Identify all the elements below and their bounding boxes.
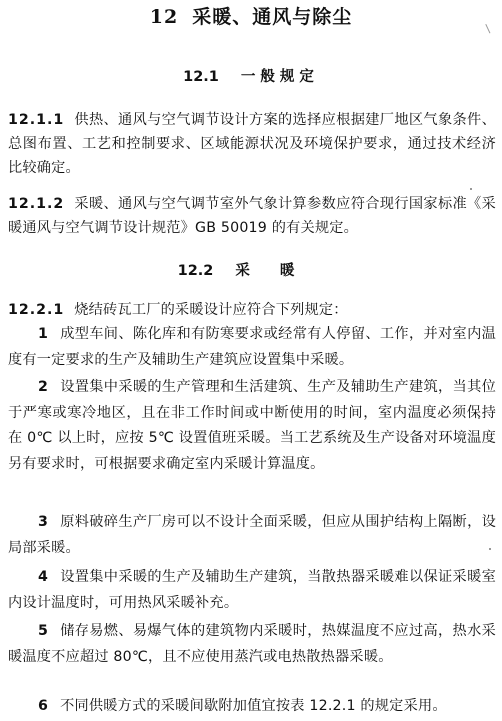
item-text: 成型车间、陈化库和有防寒要求或经常有人停留、工作，并对室内温度有一定要求的生产及辅助生产建筑应设置集中采暖。 [8, 326, 496, 368]
section-number: 12.2 [177, 263, 214, 279]
item-number: 2 [38, 379, 49, 395]
section-title-text: 采暖 [235, 263, 325, 279]
item-number: 3 [38, 514, 49, 530]
item-number: 6 [38, 698, 49, 714]
section-title [0, 67, 502, 87]
list-item [8, 565, 496, 616]
section-title-text: 一般规定 [240, 69, 319, 85]
item-text: 不同供暖方式的采暖间歇附加值宜按表 12.2.1 的规定采用。 [60, 698, 447, 714]
item-text: 设置集中采暖的生产管理和生活建筑、生产及辅助生产建筑，当其位于严寒或寒冷地区，且在非工作时间或中断使用的时间，室内温度必须保持在 0℃ 以上时，应按 5℃ 设置值班采暖。当工艺系统及生产设备对环境温度另有要求时，可根据要求确定室内采暖计算温度。 [8, 379, 496, 472]
clause-text: 供热、通风与空气调节设计方案的选择应根据建厂地区气象条件、总图布置、工艺和控制要求、区域能源状况及环境保护要求，通过技术经济比较确定。 [8, 112, 496, 176]
item-number: 4 [38, 569, 49, 585]
clause [8, 108, 496, 180]
list-item [8, 322, 496, 373]
scan-speck [470, 188, 472, 190]
section-title [0, 261, 502, 281]
item-number: 5 [38, 623, 49, 639]
clause-text: 烧结砖瓦工厂的采暖设计应符合下列规定： [74, 302, 348, 318]
item-text: 原料破碎生产厂房可以不设计全面采暖，但应从围护结构上隔断，设局部采暖。 [8, 514, 496, 556]
item-text: 设置集中采暖的生产及辅助生产建筑，当散热器采暖难以保证采暖室内设计温度时，可用热风采暖补充。 [8, 569, 496, 611]
list-item [8, 694, 496, 720]
chapter-title [0, 4, 502, 30]
list-item [8, 510, 496, 561]
clause-number: 12.1.1 [8, 112, 65, 128]
section-number: 12.1 [183, 69, 219, 85]
clause-number: 12.2.1 [8, 302, 65, 318]
clause-text: 采暖、通风与空气调节室外气象计算参数应符合现行国家标准《采暖通风与空气调节设计规范》GB 50019 的有关规定。 [8, 196, 496, 236]
chapter-number: 12 [149, 6, 179, 28]
list-item [8, 375, 496, 477]
clause [8, 298, 496, 322]
item-text: 储存易燃、易爆气体的建筑物内采暖时，热媒温度不应过高，热水采暖温度不应超过 80℃，且不应使用蒸汽或电热散热器采暖。 [8, 623, 496, 665]
list-item [8, 619, 496, 670]
clause-number: 12.1.2 [8, 196, 65, 212]
clause [8, 192, 496, 240]
item-number: 1 [38, 326, 49, 342]
chapter-title-text: 采暖、通风与除尘 [192, 6, 353, 28]
